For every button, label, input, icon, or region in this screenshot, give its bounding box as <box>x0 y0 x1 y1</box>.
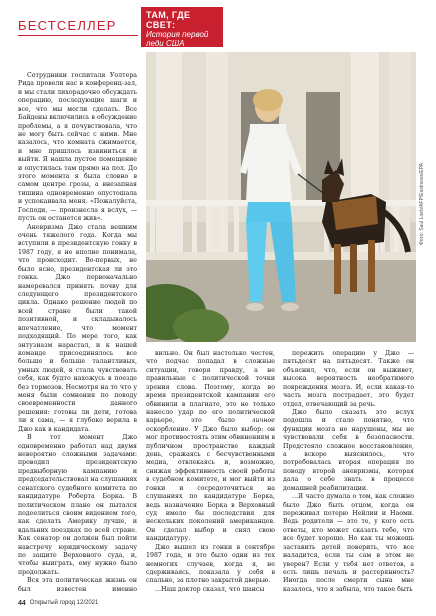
paragraph: Аневризма Джо стала вешним очень тяжелого года. Когда мы вступили в президентскую гонку в 1987 году, я не вполне понимала, что происходит. Во-первых, не было ясно, президентская ли это гонка. Джо первоначально намеревался принять почву для следующего президентского цикла. Однако решение людей по всей стране были такой позитивной, и складывалось впечатление, что момент подходящий. По мере того, как энтузиазм нарастал, и к нашей команде присоединялось все больше и больше талантливых, умных людей, я стала чувствовать себя, как будто нахожусь в поезде без тормозов. Несмотря на то что у меня были сомнения по поводу своевременности данного решения: готовы ли дети, готова ли я сама, — я глубоко верила в Джо как в кандидата. <box>18 223 137 433</box>
photo-credit: Фото: Saul Loeb/AFP/Eastnews/EPA <box>419 163 425 245</box>
paragraph: ...Наш доктор сказал, что шансы <box>155 585 265 593</box>
series-box <box>141 7 223 47</box>
text-column-3 <box>283 350 414 594</box>
series-title: ТАМ, ГДЕ СВЕТ: <box>146 10 191 30</box>
paragraph: пережить операцию у Джо — пятьдесят на пятьдесят. Также он объяснил, что, если он выживет, высока вероятность необратимого повреждения мозга. И, если какая-то часть мозга пострадает, это будет отдел, отвечающий за речь. <box>283 350 414 408</box>
section-rubric: БЕСТСЕЛЛЕР <box>18 18 138 36</box>
paragraph: В тот момент Джо одновременно работал над двумя невероятно сложными задачами: проводил президентскую предвыборную кампанию и председательствовал на слушаниях сенатского судебного комитета по кандидатуре Роберта Борка. В политическом плане он пытался подеелиться своим видением того, как сделать Америку лучше, и вдальних поездках по всей стране. Как сенатор он должен был пойти навстречу юридическому задачу по защите Верховного суда, и, чтобы выиграть, ему нужно было продолжать. <box>18 434 137 576</box>
photo-illustration <box>146 52 416 342</box>
paragraph: Сотрудники госпиталя Уолтера Рида провели нас в конференц-зал, и мы стали лихорадочно обсуждать операцию, последующие шаги и все, что мы могли сделать. Все Байдены включились в обсуждение проблемы, а я почувствовала, что не могу быть сейчас с ними. Мне казалось, что комната сжимается, и мне пришлось извиниться и выйти. Я нашла пустое помещение и опустилась там прямо на пол. До этого момента я была словно в самом центре грозы, а внезапная тишина одновременно опустошала и успокаивала меня. «Пожалуйста, Господи, — произнесла я вслух, — пусть он останется жив». <box>18 72 137 223</box>
publication-name: Открытый город 12/2021 <box>29 600 99 606</box>
paragraph: Вся эта политическая жизнь он был известен именно <box>18 577 137 593</box>
page-number: 44 <box>18 599 26 607</box>
text-column-2 <box>146 350 275 594</box>
paragraph: Джо было сказать это вслух подошла и стало понятно, что функции мозга не нарушены, мы не чувствовали себя в безопасности. Предстояло сложное восстановление, а вскоре выяснилось, что потребовалась вторая операция по поводу второй аневризмы, которая дала о себе знать в процессе домашней реабилитации. <box>283 408 414 492</box>
photo-woman-with-dog <box>146 52 416 342</box>
series-subtitle: История первой леди США <box>146 30 209 48</box>
page-footer <box>18 598 318 608</box>
paragraph: вильно. Он был настолько честен, что подчас попадал в сложные ситуации, говоря правду, а не правильные с политической точки зрения слова. Поэтому, когда во время президентской кампании его обвинили в плагиате, это не только нанесло удар по его политической карьере, это было личное оскорбление. У Джо было выбор: он мог противостоять этим обвинениям в публичном пространстве каждый день, сражаясь с бесчувственными медиа, отвлекаясь и, возможно, снижая эффективность своей работы в судебном комитете, и мог выйти из гонки и сосредоточиться на слушаниях по кандидатуре Борка, ведь назначение Борка в Верховный суд имело бы последствия для нескольких поколений американцев. Он сделал выбор и снял свою кандидатуру. <box>146 350 275 543</box>
paragraph: ...Я часто думала о том, как сложно было Джо быть отцом, когда он переживал потерю Нейлии и Наоми. Ведь родители — это те, у кого есть ответы, кто может сказать тебе, что все будет хорошо. Но как ты можешь заставить детей поверить, что все наладится, если ты сам в этом не уверен? Если у тебя нет ответов, а есть лишь печаль и растерянность? Иногда после смерти сына мне казалось, что я забыла, что такое быть <box>283 493 414 593</box>
text-column-1 <box>18 72 137 594</box>
paragraph: Джо вышел из гонки в сентябре 1987 года, и это было одни из тех немногих случаев, когда я, не сдерживаясь, показала у себя в спальне, за плотно закрытой дверью. <box>146 543 275 585</box>
